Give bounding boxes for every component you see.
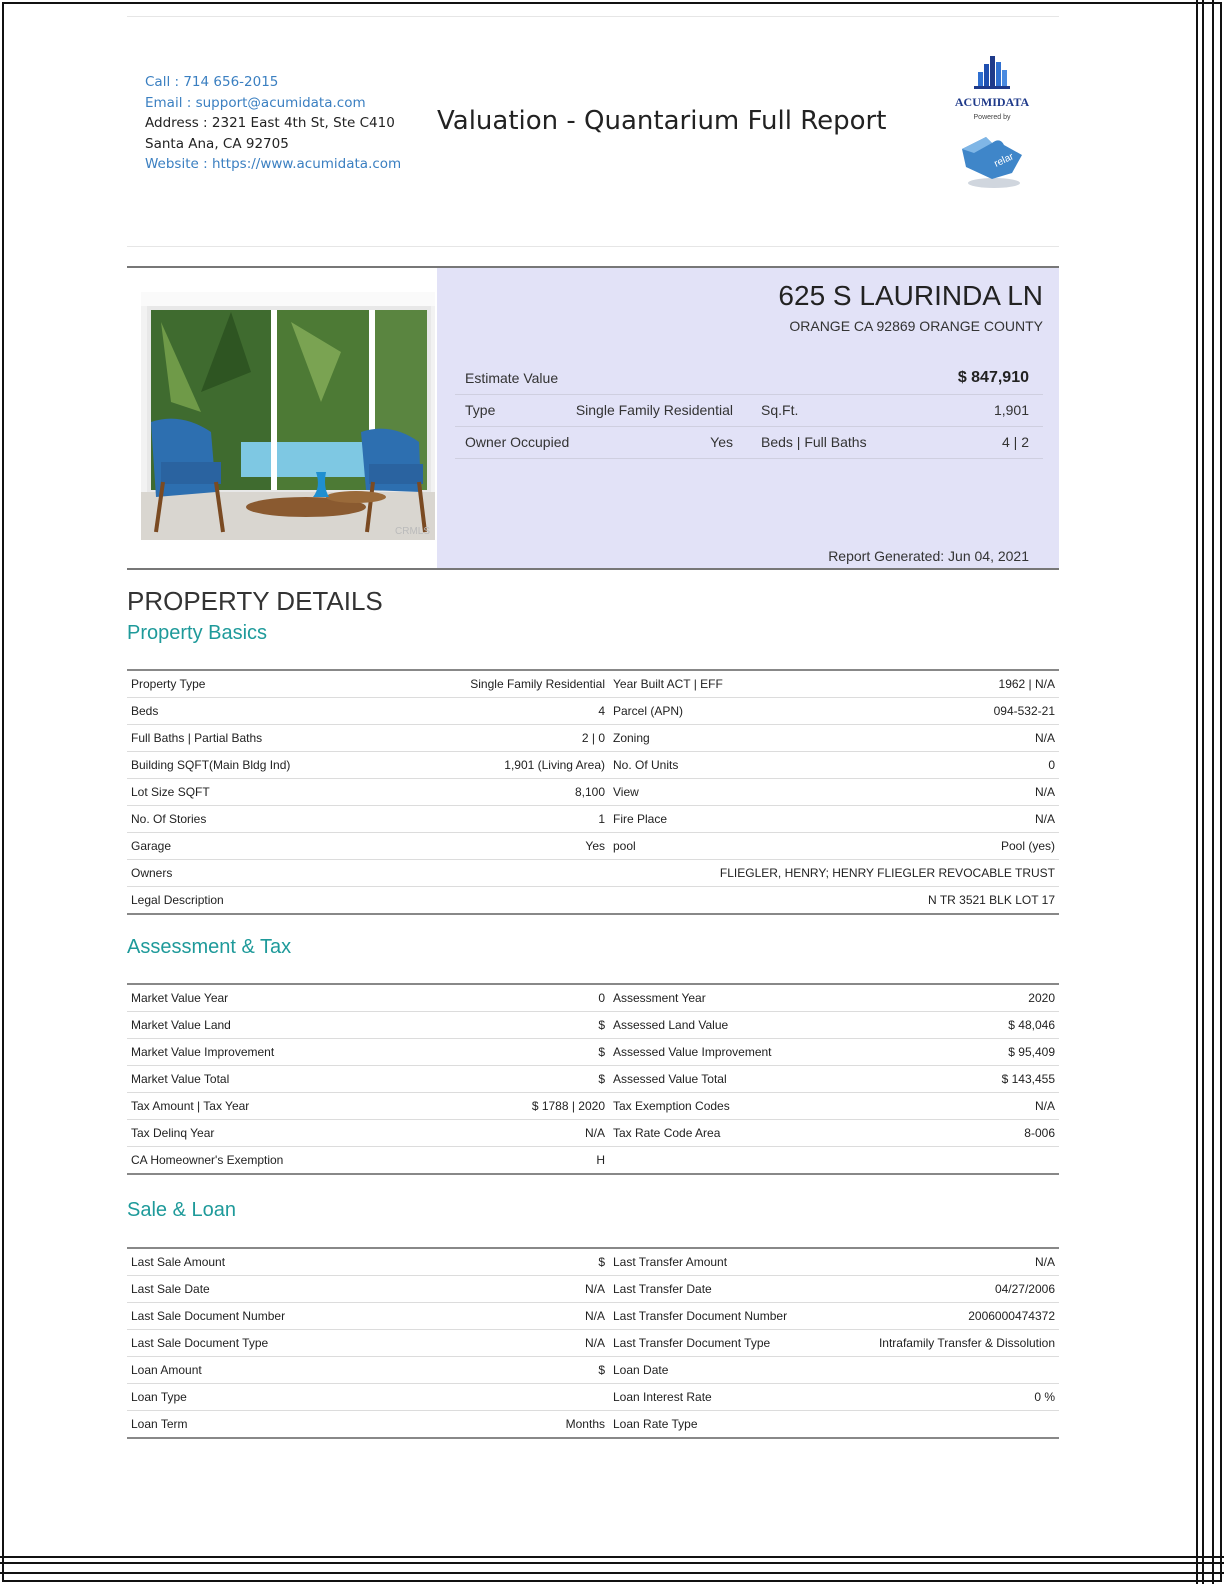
field-value: $ (435, 1039, 609, 1066)
field-label: Tax Delinq Year (127, 1120, 435, 1147)
sqft-label: Sq.Ft. (761, 402, 799, 418)
field-value: Single Family Residential (435, 670, 609, 698)
field-value: 094-532-21 (817, 698, 1059, 725)
field-value: Pool (yes) (817, 833, 1059, 860)
contact-email[interactable]: Email : support@acumidata.com (145, 94, 366, 111)
field-label: Market Value Year (127, 984, 435, 1012)
type-value: Single Family Residential (575, 402, 733, 418)
field-label: Loan Amount (127, 1357, 435, 1384)
property-address: 625 S LAURINDA LN (778, 280, 1043, 311)
field-value: $ (435, 1357, 609, 1384)
property-photo (141, 292, 435, 540)
property-basics-heading: Property Basics (127, 622, 268, 644)
beds-value: 4 | 2 (1002, 434, 1029, 450)
table-row (127, 1039, 1059, 1066)
field-value: N/A (435, 1303, 609, 1330)
assessment-table (127, 983, 1059, 1175)
table-row (127, 1384, 1059, 1411)
field-label: Owners (127, 860, 435, 887)
field-value: $ (435, 1248, 609, 1276)
table-row (127, 887, 1059, 915)
field-label: Last Transfer Amount (609, 1248, 817, 1276)
field-label: Lot Size SQFT (127, 779, 435, 806)
field-value (435, 1384, 609, 1411)
field-value: N/A (817, 725, 1059, 752)
field-value (817, 1147, 1059, 1175)
field-label: Last Transfer Document Type (609, 1330, 817, 1357)
field-value: 0 (817, 752, 1059, 779)
table-row (127, 1276, 1059, 1303)
field-value: H (596, 1153, 605, 1167)
field-label: Full Baths | Partial Baths (127, 725, 435, 752)
field-value: 1962 | N/A (817, 670, 1059, 698)
contact-call: Call : 714 656-2015 (145, 74, 279, 90)
field-value: $ (435, 1066, 609, 1093)
logo-powered-by: Powered by (973, 114, 1011, 121)
field-value: 2020 (817, 984, 1059, 1012)
field-value: 2 | 0 (435, 725, 609, 752)
table-row (127, 670, 1059, 698)
field-value: $ (435, 1012, 609, 1039)
property-city-line: ORANGE CA 92869 ORANGE COUNTY (789, 318, 1043, 334)
field-value (817, 1411, 1059, 1439)
header-divider-bottom (127, 246, 1059, 247)
table-row (127, 806, 1059, 833)
contact-city: Santa Ana, CA 92705 (145, 135, 289, 152)
report-title: Valuation - Quantarium Full Report (437, 106, 887, 136)
field-label: Market Value Land (127, 1012, 435, 1039)
field-value: N/A (435, 1330, 609, 1357)
field-label: Last Sale Document Type (127, 1330, 435, 1357)
field-value: $ 143,455 (817, 1066, 1059, 1093)
living-room-photo-icon (141, 292, 435, 540)
field-value: 8-006 (817, 1120, 1059, 1147)
table-row (127, 725, 1059, 752)
estimate-label: Estimate Value (465, 370, 559, 386)
table-row (127, 752, 1059, 779)
assessment-heading: Assessment & Tax (127, 936, 292, 958)
field-label: Assessed Value Improvement (609, 1039, 817, 1066)
table-row (127, 1357, 1059, 1384)
field-value: 0 % (817, 1384, 1059, 1411)
page-border-right (1196, 0, 1214, 1584)
field-label: Assessment Year (609, 984, 817, 1012)
field-value: 1,901 (Living Area) (435, 752, 609, 779)
field-value (817, 1357, 1059, 1384)
estimate-value: $ 847,910 (957, 369, 1029, 386)
field-label: Fire Place (609, 806, 817, 833)
field-value: 0 (435, 984, 609, 1012)
field-value: N/A (817, 1248, 1059, 1276)
table-row (127, 1248, 1059, 1276)
field-label: Tax Rate Code Area (609, 1120, 817, 1147)
field-label: Last Transfer Document Number (609, 1303, 817, 1330)
field-label: Market Value Total (127, 1066, 435, 1093)
estimate-row (455, 362, 1043, 395)
field-label: Property Type (127, 670, 435, 698)
report-generated-date: Report Generated: Jun 04, 2021 (828, 548, 1029, 564)
table-row (127, 1330, 1059, 1357)
relar-badge-text: relar (992, 151, 1016, 170)
table-row (127, 1066, 1059, 1093)
beds-label: Beds | Full Baths (761, 434, 867, 450)
contact-website[interactable]: Website : https://www.acumidata.com (145, 156, 402, 172)
field-label: Last Sale Date (127, 1276, 435, 1303)
owner-value: Yes (710, 434, 733, 450)
table-row (127, 1012, 1059, 1039)
header-divider-top (127, 16, 1059, 17)
owner-label: Owner Occupied (465, 434, 570, 450)
property-basics-table (127, 669, 1059, 915)
owner-row (455, 426, 1043, 459)
table-row (127, 1411, 1059, 1439)
table-row (127, 698, 1059, 725)
field-label: Tax Exemption Codes (609, 1093, 817, 1120)
relar-puzzle-icon (952, 127, 1032, 191)
field-value: Yes (435, 833, 609, 860)
field-label: Assessed Value Total (609, 1066, 817, 1093)
field-value: 2006000474372 (817, 1303, 1059, 1330)
field-label: Assessed Land Value (609, 1012, 817, 1039)
contact-block (145, 72, 401, 175)
building-logo-icon (972, 54, 1012, 90)
field-label: Loan Rate Type (613, 1417, 698, 1431)
field-value: N/A (435, 1276, 609, 1303)
sqft-value: 1,901 (993, 402, 1029, 418)
field-value: N TR 3521 BLK LOT 17 (928, 893, 1055, 907)
field-label: Zoning (609, 725, 817, 752)
field-value: N/A (817, 806, 1059, 833)
field-label: Last Sale Amount (127, 1248, 435, 1276)
acumidata-logo (947, 54, 1037, 196)
type-row (455, 394, 1043, 427)
field-value: $ 95,409 (817, 1039, 1059, 1066)
field-label: Legal Description (131, 893, 224, 907)
field-label: Parcel (APN) (609, 698, 817, 725)
field-label: Beds (127, 698, 435, 725)
field-label: Building SQFT(Main Bldg Ind) (127, 752, 435, 779)
field-value: Intrafamily Transfer & Dissolution (817, 1330, 1059, 1357)
field-label: Year Built ACT | EFF (609, 670, 817, 698)
field-label (609, 1147, 817, 1175)
property-details-heading: PROPERTY DETAILS (127, 586, 383, 616)
field-value: N/A (435, 1120, 609, 1147)
field-label: Loan Type (127, 1384, 435, 1411)
field-value: FLIEGLER, HENRY; HENRY FLIEGLER REVOCABLE TRUST (435, 860, 1059, 887)
field-label: Last Transfer Date (609, 1276, 817, 1303)
field-value: Months (565, 1417, 605, 1431)
field-value: 1 (435, 806, 609, 833)
field-label: pool (609, 833, 817, 860)
field-label: No. Of Stories (127, 806, 435, 833)
table-row (127, 1303, 1059, 1330)
field-value: N/A (817, 779, 1059, 806)
sale-loan-heading: Sale & Loan (127, 1199, 236, 1221)
field-label: CA Homeowner's Exemption (131, 1153, 284, 1167)
field-label: Garage (127, 833, 435, 860)
photo-watermark: CRMLS (395, 526, 431, 537)
table-row (127, 984, 1059, 1012)
field-value: $ 1788 | 2020 (435, 1093, 609, 1120)
field-label: Loan Interest Rate (609, 1384, 817, 1411)
table-row (127, 860, 1059, 887)
type-label: Type (465, 402, 496, 418)
field-label: View (609, 779, 817, 806)
table-row (127, 1120, 1059, 1147)
field-label: No. Of Units (609, 752, 817, 779)
field-label: Tax Amount | Tax Year (127, 1093, 435, 1120)
field-value: N/A (817, 1093, 1059, 1120)
page-border-bottom (0, 1556, 1224, 1574)
field-value: 04/27/2006 (817, 1276, 1059, 1303)
property-info-panel (437, 268, 1059, 568)
field-value: 8,100 (435, 779, 609, 806)
field-label: Market Value Improvement (127, 1039, 435, 1066)
table-row (127, 1093, 1059, 1120)
logo-name: ACUMIDATA (954, 95, 1030, 109)
property-summary (127, 266, 1059, 570)
field-value: 4 (435, 698, 609, 725)
sale-loan-table (127, 1247, 1059, 1439)
field-label: Loan Term (131, 1417, 188, 1431)
field-label: Last Sale Document Number (127, 1303, 435, 1330)
table-row (127, 833, 1059, 860)
field-value: $ 48,046 (817, 1012, 1059, 1039)
table-row (127, 779, 1059, 806)
field-label: Loan Date (609, 1357, 817, 1384)
table-row (127, 1147, 1059, 1175)
contact-address: Address : 2321 East 4th St, Ste C410 (145, 115, 395, 131)
